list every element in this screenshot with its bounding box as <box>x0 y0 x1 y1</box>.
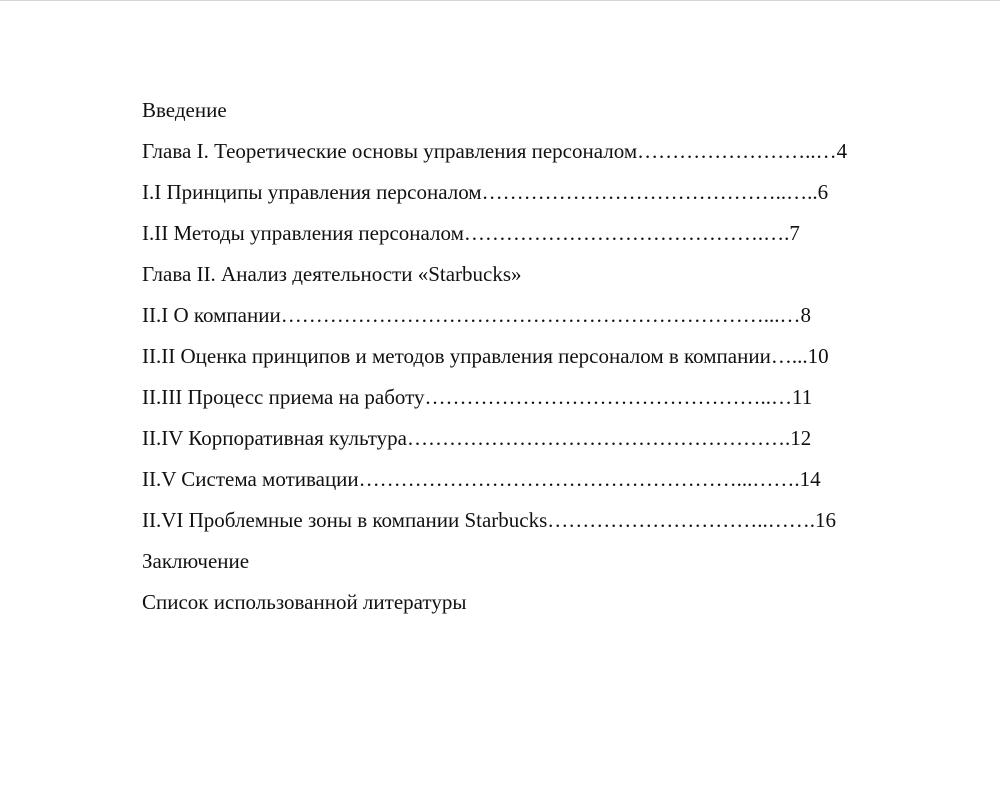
toc-entry-1-1: I.I Принципы управления персоналом……………………………………..…..6 <box>142 180 829 204</box>
page-top-border <box>0 0 1000 1</box>
toc-entry-2-1: II.I О компании……………………………………………………………...…8 <box>142 303 811 327</box>
toc-entry-2-5: II.V Система мотивации………………………………………………...…….14 <box>142 467 821 491</box>
toc-entry-introduction: Введение <box>142 98 227 122</box>
toc-entry-references: Список использованной литературы <box>142 590 467 614</box>
toc-entry-1-2: I.II Методы управления персоналом…………………………………….….7 <box>142 221 800 245</box>
toc-entry-chapter-2: Глава II. Анализ деятельности «Starbucks» <box>142 262 522 286</box>
toc-entry-2-3: II.III Процесс приема на работу…………………………………………..…11 <box>142 385 813 409</box>
toc-entry-2-4: II.IV Корпоративная культура……………………………………………….12 <box>142 426 812 450</box>
toc-entry-conclusion: Заключение <box>142 549 250 573</box>
toc-entry-2-2: II.II Оценка принципов и методов управления персоналом в компании…...10 <box>142 344 829 368</box>
toc-entry-2-6: II.VI Проблемные зоны в компании Starbucks…………………………..…….16 <box>142 508 837 532</box>
table-of-contents <box>142 94 942 618</box>
toc-entry-chapter-1: Глава I. Теоретические основы управления персоналом……………………..…4 <box>142 139 848 163</box>
